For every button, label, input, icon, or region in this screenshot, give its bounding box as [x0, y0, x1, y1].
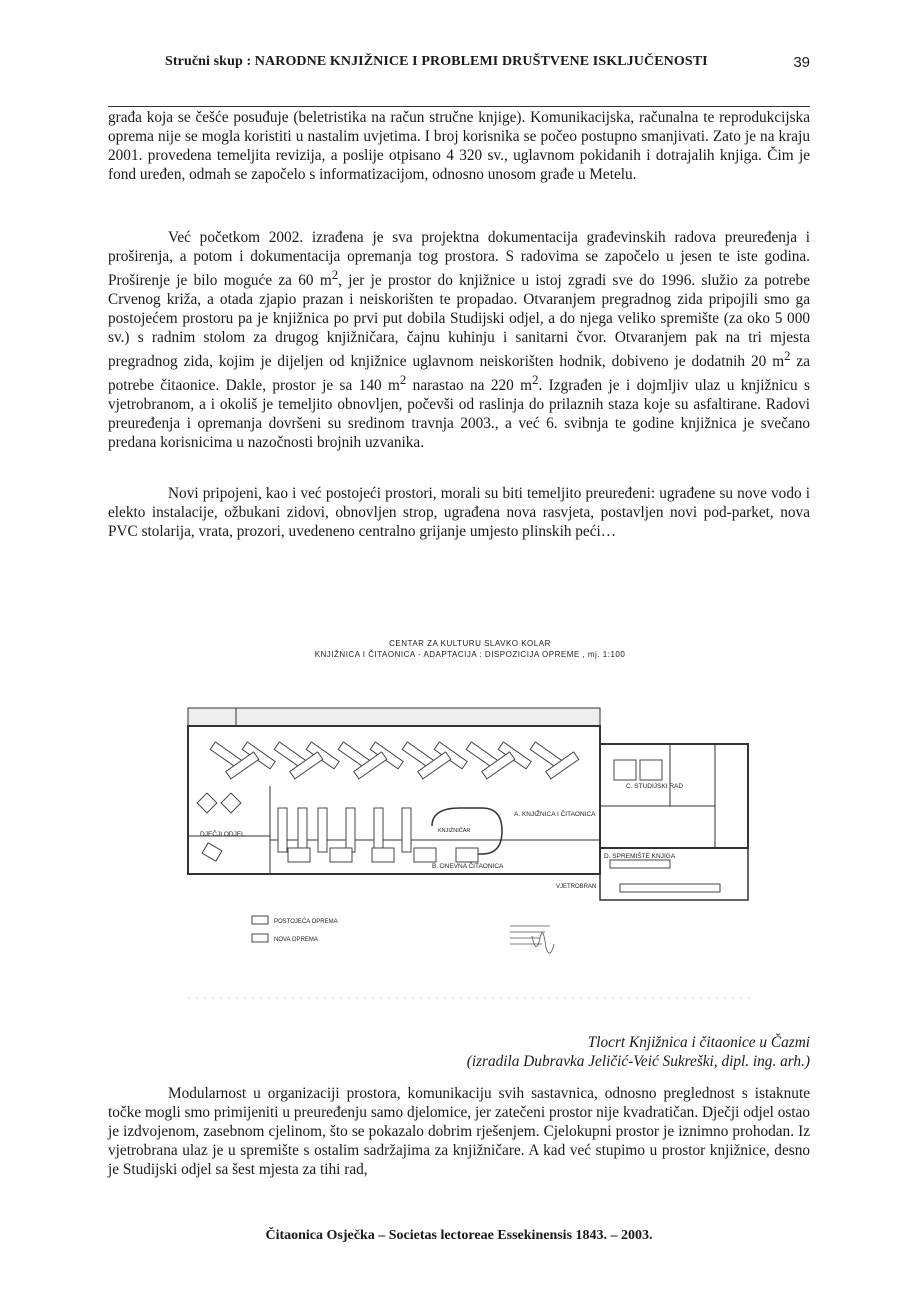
paragraph-2-part-b: , jer je prostor do knjižnice u istoj zgradi sve do 1996. služio za potrebe Crvenog križa, a otada zjapio prazan i neiskorišten te propadao. Otvaranjem pregradnog zida pripojili smo ga postojećem prostoru pa je knjižnica po prvi put dobila Studijski odjel, a do njega veliko spremište (za oko 5 000 sv.) s radnim stolom za drugog knjižničara, čajnu kuhinju i sanitarni čvor. Otvaranjem pak na tri mjesta pregradnog zida, kojim je dijeljen od knjižnice uglavnom neiskorišten hodnik, dobiveno je dodatnih 20 m	[108, 272, 810, 371]
floor-plan-title-line2: KNJIŽNICA I ČITAONICA - ADAPTACIJA : DISPOZICIJA OPREME , mj. 1:100	[314, 650, 626, 659]
children-tables	[197, 793, 241, 861]
paragraph-4	[108, 1084, 810, 1179]
superscript: 2	[532, 373, 539, 388]
paragraph-2-part-c: za potrebe čitaonice. Dakle, prostor je sa 140 m	[108, 353, 810, 395]
children-label: DJEČJI ODJEL	[200, 831, 245, 838]
entrance-label: VJETROBRAN	[556, 884, 597, 890]
page-number: 39	[793, 54, 810, 71]
outer-wall	[188, 708, 600, 726]
room-c-label: C. STUDIJSKI RAD	[626, 783, 684, 790]
diagonal-shelves	[210, 742, 579, 779]
caption-line1: Tlocrt Knjižnica i čitaonice u Čazmi	[587, 1034, 810, 1051]
paragraph-3	[108, 484, 810, 541]
superscript: 2	[399, 373, 407, 388]
paragraph-4-text: Modularnost u organizaciji prostora, komunikaciju svih sastavnica, odnosno preglednost s istaknute točke mogli smo primijeniti u preuređenju samo djelomice, jer zatečeni prostor nije kvadratičan. Dječji odjel ostao je izdvojenom, zasebnom cjelinom, što se pokazalo dobrim rješenjem. Cjelokupni prostor je iznimno prohodan. Iz vjetrobrana ulaz je u spremište s ostalim sadržajima za knjižničare. A kad već stupimo u prostor knjižnice, desno je Studijski odjel sa šest mjesta za tihi rad,	[108, 1085, 810, 1178]
legend-new-label: NOVA OPREMA	[274, 937, 318, 943]
room-a-label: A. KNJIŽNICA I ČITAONICA	[514, 811, 596, 818]
paragraph-2-text	[108, 228, 810, 452]
figure-caption	[467, 1033, 810, 1071]
paragraph-2	[108, 228, 810, 452]
paragraph-1	[108, 108, 810, 184]
desk-label: KNJIŽNIČAR	[438, 828, 471, 834]
caption-line2: (izradila Dubravka Jeličić-Veić Sukreški, dipl. ing. arh.)	[466, 1053, 810, 1070]
header-rule	[108, 106, 810, 107]
paragraph-1-text: građa koja se češće posuđuje (beletristika na račun stručne knjige). Komunikacijska, računalna te reprodukcijska oprema nije se mogla koristiti u nastalim uvjetima. I broj korisnika se počeo postupno smanjivati. Zato je na kraju 2001. provedena temeljita revizija, a poslije otpisano 4 320 sv., uglavnom pokidanih i dotrajalih knjiga. Čim je fond uređen, odmah se započelo s informatizacijom, odnosno unosom građe u Metelu.	[108, 109, 810, 183]
running-header	[108, 54, 810, 76]
paragraph-2-part-d: narastao na 220 m	[406, 377, 533, 395]
floor-plan-title-line1: CENTAR ZA KULTURU SLAVKO KOLAR	[389, 639, 551, 648]
paragraph-2-part-e: . Izgrađen je i dojmljiv ulaz u knjižnicu s vjetrobranom, a i okoliš je temeljito obnovljen, počevši od raslinja do prilaznih staza koje su asfaltirane. Radovi preuređenja i opremanja dovršeni su sredinom travnja 2003., a već 6. svibnja te godine knjižnica je svečano predana korisnicima u nazočnosti brojnih uzvanika.	[108, 377, 810, 452]
signature-stamp	[510, 926, 554, 953]
superscript: 2	[784, 349, 791, 364]
floor-plan-drawing	[170, 636, 770, 1016]
legend-existing-label: POSTOJEĆA OPREMA	[274, 919, 338, 925]
room-b-label: B. DNEVNA ČITAONICA	[432, 863, 504, 870]
running-footer: Čitaonica Osječka – Societas lectoreae Essekinensis 1843. – 2003.	[265, 1228, 653, 1243]
vertical-shelves	[278, 808, 411, 852]
header-title: Stručni skup : NARODNE KNJIŽNICE I PROBLEMI DRUŠTVENE ISKLJUČENOSTI	[165, 54, 708, 69]
paragraph-3-text: Novi pripojeni, kao i već postojeći prostori, morali su biti temeljito preuređeni: ugrađene su nove vodo i elekto instalacije, ožbukani zidovi, obnovljen strop, ugrađena nova rasvjeta, postavljen novi pod-parket, nova PVC stolarija, vrata, prozori, uvedeneno centralno grijanje umjesto plinskih peći…	[108, 485, 810, 540]
room-d-label: D. SPREMIŠTE KNJIGA	[604, 853, 676, 860]
paragraph-2-part-a: Već početkom 2002. izrađena je sva projektna dokumentacija građevinskih radova preuređenja i proširenja, a potom i dokumentacija opremanja tog prostora. S radovima se započelo u jesen te iste godina. Proširenje je bilo moguće za 60 m	[108, 229, 810, 290]
floor-plan-figure	[170, 636, 770, 1016]
plan-legend	[252, 916, 268, 942]
superscript: 2	[331, 268, 339, 282]
